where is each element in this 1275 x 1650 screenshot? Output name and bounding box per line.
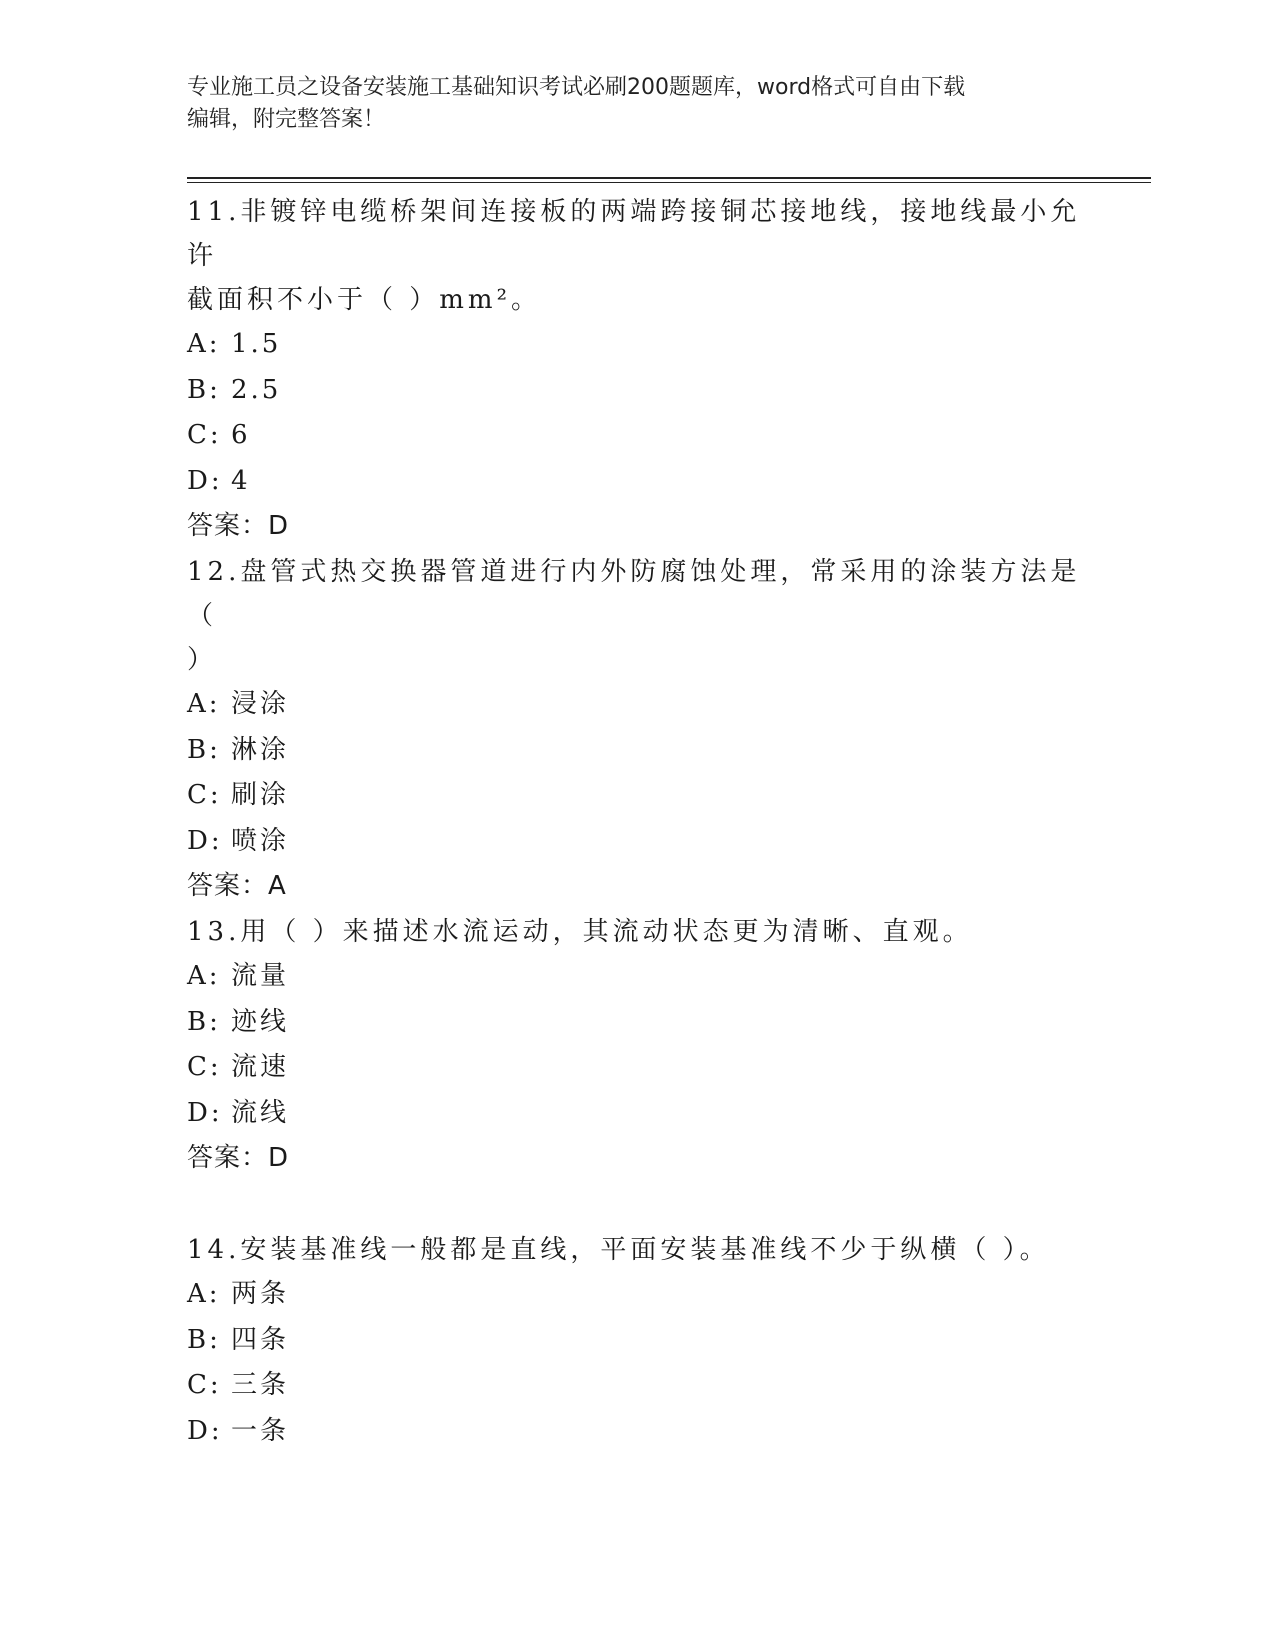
option-d (187, 1409, 1087, 1455)
question-14 (187, 1228, 1087, 1454)
option-label: A: (187, 329, 221, 359)
option-b (187, 1000, 1087, 1046)
option-text: 4 (231, 465, 251, 496)
answer: 答案：D (187, 1143, 290, 1173)
option-text: 2.5 (231, 374, 282, 405)
question-number: 12. (187, 557, 241, 587)
header-line-1: 专业施工员之设备安装施工基础知识考试必刷200题题库，word格式可自由下载 (187, 75, 966, 100)
header-line-2: 编辑，附完整答案！ (187, 107, 386, 132)
option-b (187, 728, 1087, 774)
option-label: B: (187, 734, 221, 765)
option-d (187, 1091, 1087, 1137)
question-number: 11. (187, 197, 241, 227)
header-divider-thin (187, 182, 1151, 183)
option-c (187, 1045, 1087, 1091)
question-text-line-1: 非镀锌电缆桥架间连接板的两端跨接铜芯接地线，接地线最小允许 (187, 197, 1081, 271)
option-b (187, 1318, 1087, 1364)
option-text: 四条 (231, 1324, 290, 1355)
option-label: B: (187, 374, 221, 405)
option-text: 喷涂 (231, 825, 290, 856)
option-label: C: (187, 420, 222, 450)
question-11 (187, 190, 1087, 549)
question-12 (187, 550, 1087, 909)
question-text-line-2: ） (187, 645, 218, 675)
option-text: 1.5 (231, 329, 282, 359)
option-text: 一条 (231, 1415, 290, 1446)
option-label: A: (187, 961, 221, 991)
question-text (187, 910, 1087, 954)
option-text: 流线 (231, 1097, 290, 1128)
question-text-line-1: 安装基准线一般都是直线，平面安装基准线不少于纵横（ ）。 (240, 1235, 1050, 1265)
answer: 答案：A (187, 871, 287, 901)
option-a (187, 322, 1087, 368)
option-label: D: (187, 465, 223, 496)
question-text (187, 190, 1087, 278)
option-text: 流量 (231, 961, 290, 991)
option-b (187, 368, 1087, 414)
option-a (187, 1272, 1087, 1318)
question-13 (187, 910, 1087, 1181)
option-label: C: (187, 1370, 222, 1400)
option-label: A: (187, 689, 221, 719)
question-text (187, 1228, 1087, 1272)
question-text-line-2: 截面积不小于（ ）mm²。 (187, 285, 541, 315)
option-text: 刷涂 (231, 780, 290, 810)
option-d (187, 819, 1087, 865)
option-label: D: (187, 825, 223, 856)
question-text (187, 550, 1087, 638)
option-label: C: (187, 780, 222, 810)
option-label: C: (187, 1052, 222, 1082)
option-a (187, 682, 1087, 728)
option-c (187, 1363, 1087, 1409)
question-text-line-1: 用（ ）来描述水流运动，其流动状态更为清晰、直观。 (240, 917, 973, 947)
option-text: 浸涂 (231, 689, 290, 719)
question-text-line-1: 盘管式热交换器管道进行内外防腐蚀处理，常采用的涂装方法是（ (187, 557, 1081, 631)
option-label: B: (187, 1324, 221, 1355)
option-c (187, 413, 1087, 459)
option-c (187, 773, 1087, 819)
answer: 答案：D (187, 511, 290, 541)
option-d (187, 459, 1087, 505)
option-text: 淋涂 (231, 734, 290, 765)
option-text: 流速 (231, 1052, 290, 1082)
header-divider-thick (187, 177, 1151, 179)
option-text: 三条 (231, 1370, 290, 1400)
option-text: 两条 (231, 1279, 290, 1309)
option-a (187, 954, 1087, 1000)
question-number: 13. (187, 917, 241, 947)
option-text: 迹线 (231, 1006, 290, 1037)
option-label: D: (187, 1415, 223, 1446)
document-header (187, 72, 1087, 136)
option-label: B: (187, 1006, 221, 1037)
option-label: D: (187, 1097, 223, 1128)
option-text: 6 (231, 420, 251, 450)
question-number: 14. (187, 1235, 241, 1265)
option-label: A: (187, 1279, 221, 1309)
